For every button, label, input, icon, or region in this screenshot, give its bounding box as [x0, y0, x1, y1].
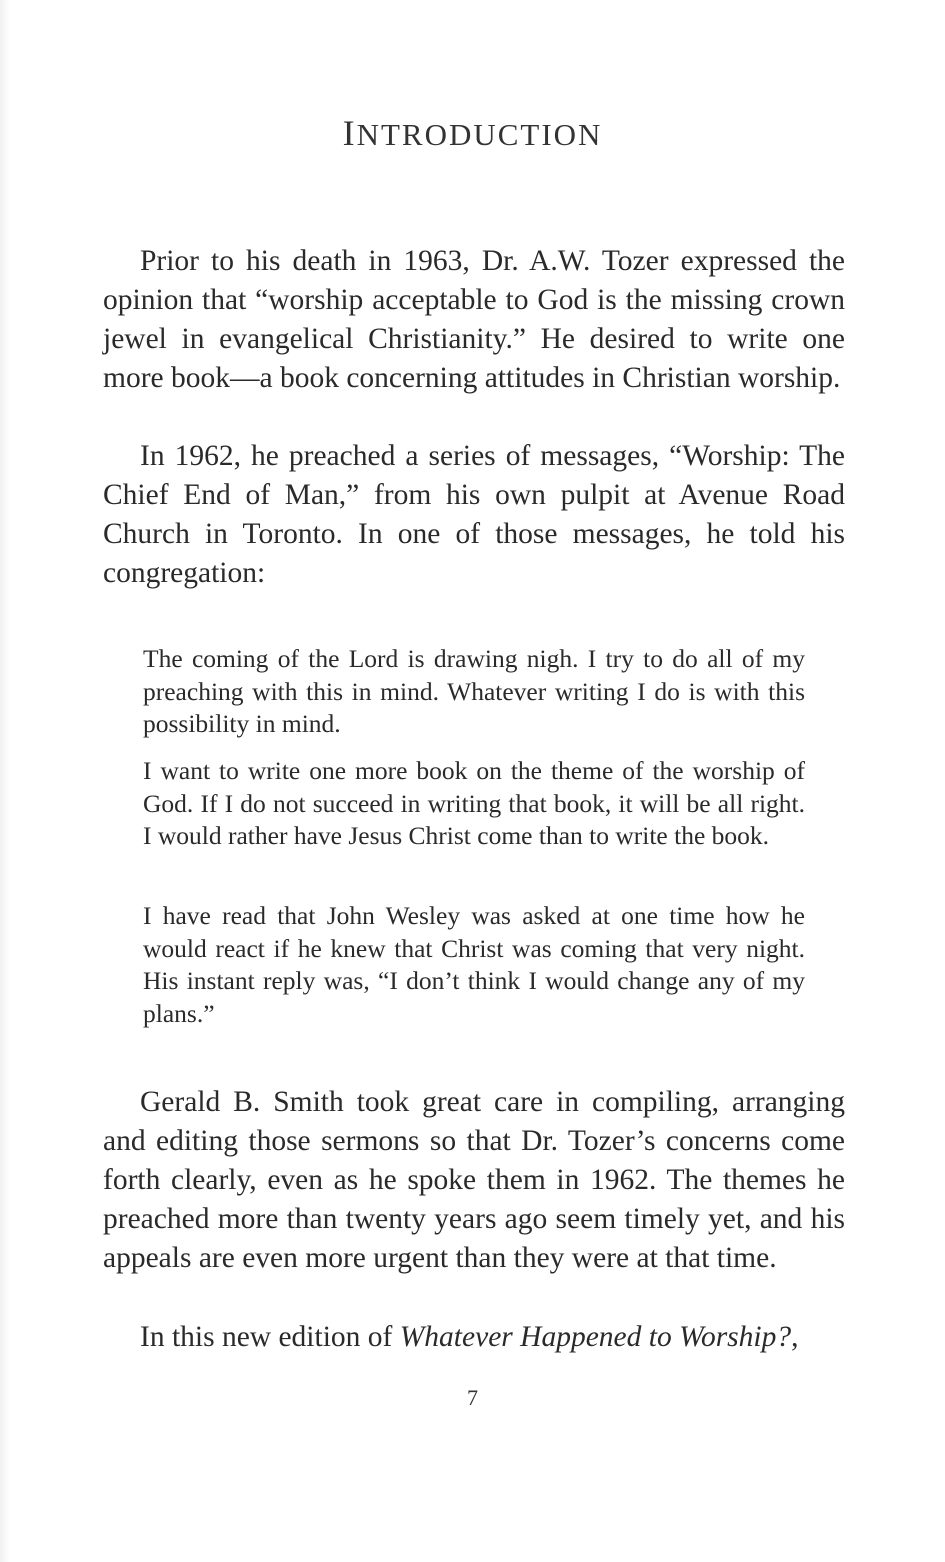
paragraph-4-suffix: ,	[791, 1321, 799, 1353]
chapter-title-initial: I	[342, 113, 357, 153]
block-quote-paragraph-3: I have read that John Wesley was asked at one time how he would react if he knew that Christ was coming that very night. His instant reply was, “I don’t think I would change any of my plans.”	[143, 901, 805, 1028]
paragraph-3: Gerald B. Smith took great care in compiling, arranging and editing those sermons so that Dr. Tozer’s concerns come forth clearly, even as he spoke them in 1962. The themes he preached more than twenty years ago seem timely yet, and his appeals are even more urgent than they were at that time.	[103, 1086, 845, 1274]
page-number: 7	[467, 1385, 478, 1410]
chapter-title	[0, 112, 945, 154]
book-title: Whatever Happened to Worship?	[399, 1321, 792, 1353]
paragraph-1: Prior to his death in 1963, Dr. A.W. Tozer expressed the opinion that “worship acceptable to God is the missing crown jewel in evangelical Christianity.” He desired to write one more book—a book concerning attitudes in Christian worship.	[103, 245, 845, 394]
paragraph-4	[103, 1318, 845, 1357]
block-quote-paragraph-1: The coming of the Lord is drawing nigh. I try to do all of my preaching with this in mind. Whatever writing I do is with this possibility in mind.	[143, 644, 805, 738]
page-edge-shadow	[0, 0, 10, 1562]
chapter-title-rest: NTRODUCTION	[356, 117, 603, 152]
paragraph-4-prefix: In this new edition of	[140, 1321, 400, 1353]
paragraph-2: In 1962, he preached a series of messages, “Worship: The Chief End of Man,” from his own pulpit at Avenue Road Church in Toronto. In one of those messages, he told his congregation:	[103, 440, 845, 589]
block-quote-paragraph-2: I want to write one more book on the theme of the worship of God. If I do not succeed in writing that book, it will be all right. I would rather have Jesus Christ come than to write the book.	[143, 756, 805, 850]
